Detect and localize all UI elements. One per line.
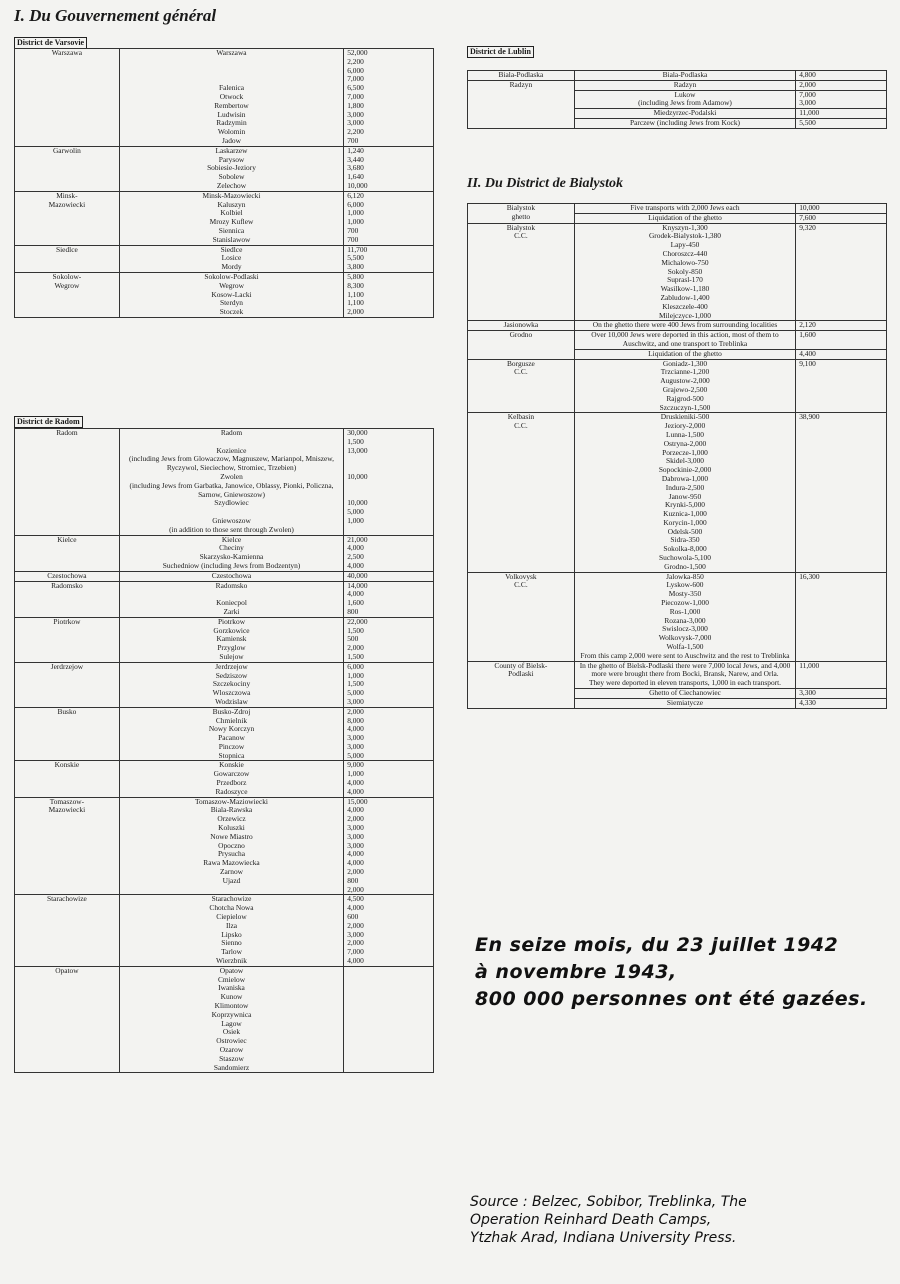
count-cell: 5,000 xyxy=(344,689,434,698)
count-cell: 4,000 xyxy=(344,806,434,815)
count-cell: 4,000 xyxy=(344,850,434,859)
count-cell: 2,000 xyxy=(344,868,434,877)
locality-cell: Busko-Zdroj xyxy=(119,707,343,716)
locality-cell: Zelechow xyxy=(119,182,343,191)
count-cell: 11,000 xyxy=(796,661,887,688)
table-row xyxy=(468,331,887,350)
note-line-1: En seize mois, du 23 juillet 1942 xyxy=(475,934,839,956)
locality-cell: Osiek xyxy=(119,1028,343,1037)
locality-cell: Liquidation of the ghetto xyxy=(574,349,795,359)
locality-cell: Nowe Miastro xyxy=(119,833,343,842)
locality-cell: Radoszyce xyxy=(119,788,343,797)
group-label: Radomsko xyxy=(15,581,120,617)
count-cell: 5,500 xyxy=(796,118,887,128)
locality-cell: Sterdyn xyxy=(119,299,343,308)
locality-cell: Kolbiel xyxy=(119,209,343,218)
locality-cell: Prysucha xyxy=(119,850,343,859)
locality-cell: Sulejow xyxy=(119,653,343,662)
count-cell xyxy=(344,1020,434,1029)
count-cell: 800 xyxy=(344,877,434,886)
group-label: Bialystok C.C. xyxy=(468,223,575,321)
locality-cell: Rembertow xyxy=(119,102,343,111)
count-cell: 15,000 xyxy=(344,797,434,806)
count-cell: 2,000 xyxy=(796,80,887,90)
count-cell xyxy=(344,1002,434,1011)
group-label: Biala-Podlaska xyxy=(468,71,575,81)
count-cell: 14,000 xyxy=(344,581,434,590)
count-cell: 11,000 xyxy=(796,109,887,119)
note-line-3: 800 000 personnes ont été gazées. xyxy=(475,988,868,1010)
locality-cell: Miedzyrzec-Podalski xyxy=(574,109,795,119)
count-cell xyxy=(344,1046,434,1055)
table-row xyxy=(15,581,434,590)
group-label: Radzyn xyxy=(468,80,575,128)
locality-cell: Stoczek xyxy=(119,308,343,317)
count-cell xyxy=(344,1028,434,1037)
district-radom-label: District de Radom xyxy=(14,416,83,428)
locality-cell: In the ghetto of Bielsk-Podlaski there were 7,000 local Jews, and 4,000 more were brought there from Bocki, Bransk, Narew, and Orla. They were deported in eleven transports, 1,000 in each transport. xyxy=(574,661,795,688)
count-cell: 2,200 xyxy=(344,128,434,137)
group-label: Bialystok ghetto xyxy=(468,204,575,224)
count-cell: 7,600 xyxy=(796,213,887,223)
locality-cell: Koniecpol xyxy=(119,599,343,608)
count-cell: 600 xyxy=(344,913,434,922)
count-cell: 4,000 xyxy=(344,725,434,734)
group-label: Minsk- Mazowiecki xyxy=(15,191,120,245)
count-cell: 1,800 xyxy=(344,102,434,111)
table-row xyxy=(468,572,887,661)
group-label: Radom xyxy=(15,429,120,536)
locality-cell: Stopnica xyxy=(119,752,343,761)
source-line-3: Ytzhak Arad, Indiana University Press. xyxy=(470,1230,737,1246)
locality-cell: Sobolew xyxy=(119,173,343,182)
count-cell: 4,000 xyxy=(344,904,434,913)
count-cell: 2,500 xyxy=(344,553,434,562)
locality-cell: Falenica xyxy=(119,84,343,93)
count-cell xyxy=(344,1011,434,1020)
locality-cell: Wloszczowa xyxy=(119,689,343,698)
locality-cell: Gniewoszow (in addition to those sent through Zwolen) xyxy=(119,517,343,535)
count-cell: 6,000 xyxy=(344,662,434,671)
count-cell: 1,100 xyxy=(344,291,434,300)
count-cell: 6,000 xyxy=(344,67,434,76)
count-cell: 800 xyxy=(344,608,434,617)
count-cell: 4,000 xyxy=(344,590,434,599)
count-cell xyxy=(344,1055,434,1064)
count-cell: 3,000 xyxy=(344,111,434,120)
count-cell: 3,300 xyxy=(796,689,887,699)
locality-cell: Gorzkowice xyxy=(119,627,343,636)
locality-cell: Sedziszow xyxy=(119,672,343,681)
count-cell xyxy=(344,1064,434,1073)
locality-cell: Chmielnik xyxy=(119,717,343,726)
locality-cell: Jadow xyxy=(119,137,343,146)
table-row xyxy=(468,661,887,688)
count-cell: 5,000 xyxy=(344,752,434,761)
count-cell: 4,330 xyxy=(796,698,887,708)
locality-cell: Minsk-Mazowiecki xyxy=(119,191,343,200)
locality-cell: Mrozy Kuflew xyxy=(119,218,343,227)
locality-cell: Konskie xyxy=(119,761,343,770)
table-row xyxy=(15,429,434,438)
bialystok-title: II. Du District de Bialystok xyxy=(467,176,623,191)
locality-cell: Parysow xyxy=(119,156,343,165)
locality-cell: Wegrow xyxy=(119,282,343,291)
locality-cell: Szydlowiec xyxy=(119,499,343,508)
count-cell: 40,000 xyxy=(344,571,434,581)
locality-cell: Siennica xyxy=(119,227,343,236)
locality-cell: Ilza xyxy=(119,922,343,931)
group-label: Jerdrzejow xyxy=(15,662,120,707)
count-cell: 1,000 xyxy=(344,517,434,535)
locality-cell: Kosow-Lacki xyxy=(119,291,343,300)
locality-cell: Chotcha Nowa xyxy=(119,904,343,913)
group-label: Tomaszow- Mazowiecki xyxy=(15,797,120,895)
locality-cell: Lipsko xyxy=(119,931,343,940)
count-cell: 1,100 xyxy=(344,299,434,308)
locality-cell: Ghetto of Ciechanowiec xyxy=(574,689,795,699)
group-label: Grodno xyxy=(468,331,575,359)
locality-cell: Przyglow xyxy=(119,644,343,653)
bialystok-table xyxy=(467,203,887,709)
group-label: Kielce xyxy=(15,535,120,571)
count-cell: 1,500 xyxy=(344,438,434,447)
locality-cell: Kamiensk xyxy=(119,635,343,644)
table-row xyxy=(468,359,887,413)
count-cell: 16,300 xyxy=(796,572,887,661)
locality-cell: Radom xyxy=(119,429,343,438)
count-cell: 7,000 xyxy=(344,948,434,957)
count-cell: 2,000 xyxy=(344,707,434,716)
locality-cell: Sandomierz xyxy=(119,1064,343,1073)
count-cell: 3,000 xyxy=(344,698,434,707)
count-cell: 13,000 xyxy=(344,447,434,473)
count-cell: 3,000 xyxy=(344,931,434,940)
count-cell: 7,000 xyxy=(344,75,434,84)
count-cell: 10,000 xyxy=(344,182,434,191)
count-cell: 10,000 xyxy=(344,499,434,508)
count-cell: 3,000 xyxy=(344,824,434,833)
radom-table xyxy=(14,428,434,1073)
locality-cell: Radzymin xyxy=(119,119,343,128)
locality-cell: Biala-Rawska xyxy=(119,806,343,815)
count-cell: 5,800 xyxy=(344,272,434,281)
locality-cell: Ludwisin xyxy=(119,111,343,120)
locality-cell: Pinczow xyxy=(119,743,343,752)
locality-cell: Cmielow xyxy=(119,976,343,985)
count-cell: 22,000 xyxy=(344,617,434,626)
handwritten-source xyxy=(470,1193,890,1247)
locality-cell: Lagow xyxy=(119,1020,343,1029)
locality-cell: Czestochowa xyxy=(119,571,343,581)
locality-cell: Ujazd xyxy=(119,877,343,886)
group-label: Konskie xyxy=(15,761,120,797)
count-cell: 9,320 xyxy=(796,223,887,321)
count-cell: 3,000 xyxy=(344,119,434,128)
locality-cell: Radomsko xyxy=(119,581,343,590)
locality-cell: Opoczno xyxy=(119,842,343,851)
count-cell: 21,000 xyxy=(344,535,434,544)
locality-cell: Zarnow xyxy=(119,868,343,877)
locality-cell xyxy=(119,58,343,67)
group-label: Busko xyxy=(15,707,120,761)
locality-cell: Ciepielow xyxy=(119,913,343,922)
locality-cell: Kaluszyn xyxy=(119,201,343,210)
locality-cell: Radzyn xyxy=(574,80,795,90)
locality-cell: Jerdrzejow xyxy=(119,662,343,671)
count-cell: 7,000 3,000 xyxy=(796,90,887,109)
count-cell: 7,000 xyxy=(344,93,434,102)
count-cell: 700 xyxy=(344,227,434,236)
locality-cell: Ozarow xyxy=(119,1046,343,1055)
table-row xyxy=(15,571,434,581)
locality-cell: Piotrkow xyxy=(119,617,343,626)
count-cell: 10,000 xyxy=(796,204,887,214)
table-row xyxy=(468,223,887,321)
count-cell: 5,500 xyxy=(344,254,434,263)
group-label: Starachowize xyxy=(15,895,120,966)
locality-cell: Klimontow xyxy=(119,1002,343,1011)
locality-cell: Ostrowiec xyxy=(119,1037,343,1046)
gov-title: I. Du Gouvernement général xyxy=(14,6,217,25)
locality-cell: Tomaszow-Maziowiecki xyxy=(119,797,343,806)
count-cell: 30,000 xyxy=(344,429,434,438)
count-cell: 2,000 xyxy=(344,644,434,653)
count-cell: 8,300 xyxy=(344,282,434,291)
locality-cell: Opatow xyxy=(119,966,343,975)
locality-cell: Orzewicz xyxy=(119,815,343,824)
group-label: Volkovysk C.C. xyxy=(468,572,575,661)
count-cell: 9,000 xyxy=(344,761,434,770)
locality-cell: Pacanow xyxy=(119,734,343,743)
count-cell: 52,000 xyxy=(344,49,434,58)
locality-cell: Otwock xyxy=(119,93,343,102)
locality-cell: Laskarzew xyxy=(119,146,343,155)
locality-cell: Starachowize xyxy=(119,895,343,904)
locality-cell: Gowarczow xyxy=(119,770,343,779)
count-cell: 2,000 xyxy=(344,815,434,824)
count-cell: 4,400 xyxy=(796,349,887,359)
count-cell: 2,120 xyxy=(796,321,887,331)
group-label: Siedlce xyxy=(15,245,120,272)
locality-cell: Checiny xyxy=(119,544,343,553)
locality-cell: Przedborz xyxy=(119,779,343,788)
count-cell: 4,800 xyxy=(796,71,887,81)
group-label: Opatow xyxy=(15,966,120,1073)
locality-cell: Kielce xyxy=(119,535,343,544)
table-row xyxy=(468,80,887,90)
count-cell: 3,000 xyxy=(344,734,434,743)
locality-cell: Kozienice (including Jews from Glowaczow, Magnuszew, Marianpol, Mniszew, Ryczywol, Sieciechow, Stromiec, Trzebien) xyxy=(119,447,343,473)
group-label: Piotrkow xyxy=(15,617,120,662)
table-row xyxy=(468,204,887,214)
source-line-2: Operation Reinhard Death Camps, xyxy=(470,1212,712,1228)
locality-cell: Siemiatycze xyxy=(574,698,795,708)
count-cell: 2,000 xyxy=(344,939,434,948)
count-cell: 1,000 xyxy=(344,770,434,779)
locality-cell: Suchedniow (including Jews from Bodzentyn) xyxy=(119,562,343,571)
count-cell: 3,000 xyxy=(344,833,434,842)
group-label: Borgusze C.C. xyxy=(468,359,575,413)
district-varsovie-label: District de Varsovie xyxy=(14,37,87,49)
count-cell: 4,000 xyxy=(344,544,434,553)
locality-cell: Zwolen (including Jews from Garbatka, Janowice, Oblassy, Pionki, Policzna, Sarnow, Gniewoszow) xyxy=(119,473,343,499)
count-cell: 1,640 xyxy=(344,173,434,182)
locality-cell: Staszow xyxy=(119,1055,343,1064)
count-cell: 1,600 xyxy=(344,599,434,608)
count-cell: 1,000 xyxy=(344,218,434,227)
locality-cell: Stanislawow xyxy=(119,236,343,245)
count-cell: 700 xyxy=(344,236,434,245)
locality-cell: Druskieniki-500 Jeziory-2,000 Lunna-1,500 Ostryna-2,000 Porzecze-1,000 Skidel-3,000 Sopockinie-2,000 Dabrowa-1,000 Indura-2,500 Janow-950 Krynki-5,000 Kuznica-1,000 Korycin-1,000 Odelsk-500 Sidra-350 Sokolka-8,000 Suchowola-5,100 Grodno-1,500 xyxy=(574,413,795,572)
locality-cell: Tarlow xyxy=(119,948,343,957)
locality-cell: Losice xyxy=(119,254,343,263)
count-cell: 2,000 xyxy=(344,886,434,895)
count-cell: 3,000 xyxy=(344,842,434,851)
locality-cell: Goniadz-1,300 Trzcianne-1,200 Augustow-2,000 Grajewo-2,500 Rajgrod-500 Szczuczyn-1,500 xyxy=(574,359,795,413)
count-cell: 6,120 xyxy=(344,191,434,200)
table-row xyxy=(15,49,434,58)
count-cell: 4,000 xyxy=(344,788,434,797)
district-lublin-label: District de Lublin xyxy=(467,46,534,58)
locality-cell: Sokolow-Podlaski xyxy=(119,272,343,281)
group-label: Garwolin xyxy=(15,146,120,191)
locality-cell: Szczekociny xyxy=(119,680,343,689)
count-cell: 700 xyxy=(344,137,434,146)
count-cell: 4,500 xyxy=(344,895,434,904)
count-cell: 1,240 xyxy=(344,146,434,155)
group-label: Sokolow- Wegrow xyxy=(15,272,120,317)
count-cell: 1,500 xyxy=(344,627,434,636)
group-label: Kelbasin C.C. xyxy=(468,413,575,572)
locality-cell: Biala-Podlaska xyxy=(574,71,795,81)
count-cell: 2,000 xyxy=(344,308,434,317)
locality-cell: Mordy xyxy=(119,263,343,272)
count-cell: 8,000 xyxy=(344,717,434,726)
locality-cell xyxy=(119,67,343,76)
count-cell: 11,700 xyxy=(344,245,434,254)
count-cell xyxy=(344,976,434,985)
locality-cell: Sobiesie-Jeziory xyxy=(119,164,343,173)
locality-cell: Warszawa xyxy=(119,49,343,58)
count-cell: 2,200 xyxy=(344,58,434,67)
count-cell: 500 xyxy=(344,635,434,644)
count-cell xyxy=(344,984,434,993)
count-cell: 6,000 xyxy=(344,201,434,210)
count-cell: 3,000 xyxy=(344,743,434,752)
count-cell: 4,000 xyxy=(344,957,434,966)
count-cell: 3,440 xyxy=(344,156,434,165)
locality-cell: Liquidation of the ghetto xyxy=(574,213,795,223)
count-cell: 1,600 xyxy=(796,331,887,350)
group-label: County of Bielsk- Podlaski xyxy=(468,661,575,708)
count-cell: 3,800 xyxy=(344,263,434,272)
count-cell: 1,500 xyxy=(344,680,434,689)
locality-cell: Rawa Mazowiecka xyxy=(119,859,343,868)
count-cell: 4,000 xyxy=(344,779,434,788)
count-cell xyxy=(344,966,434,975)
note-line-2: à novembre 1943, xyxy=(475,961,677,983)
locality-cell: Wolomin xyxy=(119,128,343,137)
locality-cell: Wierzbnik xyxy=(119,957,343,966)
locality-cell: Jalowka-850 Lyskow-600 Mosty-350 Piecozow-1,000 Ros-1,000 Rozana-3,000 Swislocz-3,000 Wolkovysk-7,000 Wolfa-1,500 From this camp 2,000 were sent to Auschwitz and the rest to Treblinka xyxy=(574,572,795,661)
locality-cell: Lukow (including Jews from Adamow) xyxy=(574,90,795,109)
varsovie-table xyxy=(14,48,434,318)
count-cell: 10,000 xyxy=(344,473,434,499)
locality-cell: Over 10,000 Jews were deported in this action, most of them to Auschwitz, and one transport to Treblinka xyxy=(574,331,795,350)
locality-cell: Siedlce xyxy=(119,245,343,254)
locality-cell: Parczew (including Jews from Kock) xyxy=(574,118,795,128)
count-cell: 6,500 xyxy=(344,84,434,93)
count-cell: 38,900 xyxy=(796,413,887,572)
locality-cell: Skarzysko-Kamienna xyxy=(119,553,343,562)
count-cell: 5,000 xyxy=(344,508,434,517)
locality-cell: Knyszyn-1,300 Grodek-Bialystok-1,380 Lapy-450 Choroszcz-440 Michalowo-750 Sokoly-850 Suprasl-170 Wasilkow-1,180 Zabludow-1,400 Kleszczele-400 Milejczyce-1,000 xyxy=(574,223,795,321)
locality-cell: Wodzislaw xyxy=(119,698,343,707)
locality-cell: On the ghetto there were 400 Jews from surrounding localities xyxy=(574,321,795,331)
count-cell: 4,000 xyxy=(344,859,434,868)
locality-cell: Zarki xyxy=(119,608,343,617)
count-cell xyxy=(344,993,434,1002)
locality-cell: Sienno xyxy=(119,939,343,948)
locality-cell: Koluszki xyxy=(119,824,343,833)
locality-cell: Iwaniska xyxy=(119,984,343,993)
locality-cell: Koprzywnica xyxy=(119,1011,343,1020)
handwritten-note xyxy=(475,932,895,1013)
locality-cell: Nowy Korczyn xyxy=(119,725,343,734)
group-label: Jasionowka xyxy=(468,321,575,331)
count-cell xyxy=(344,1037,434,1046)
count-cell: 4,000 xyxy=(344,562,434,571)
count-cell: 9,100 xyxy=(796,359,887,413)
lublin-table xyxy=(467,70,887,129)
locality-cell: Five transports with 2,000 Jews each xyxy=(574,204,795,214)
locality-cell: Kunow xyxy=(119,993,343,1002)
count-cell: 1,000 xyxy=(344,209,434,218)
count-cell: 2,000 xyxy=(344,922,434,931)
source-line-1: Source : Belzec, Sobibor, Treblinka, The xyxy=(470,1194,747,1210)
count-cell: 1,500 xyxy=(344,653,434,662)
count-cell: 1,000 xyxy=(344,672,434,681)
count-cell: 3,680 xyxy=(344,164,434,173)
table-row xyxy=(468,413,887,572)
group-label: Czestochowa xyxy=(15,571,120,581)
group-label: Warszawa xyxy=(15,49,120,147)
table-row xyxy=(468,71,887,81)
